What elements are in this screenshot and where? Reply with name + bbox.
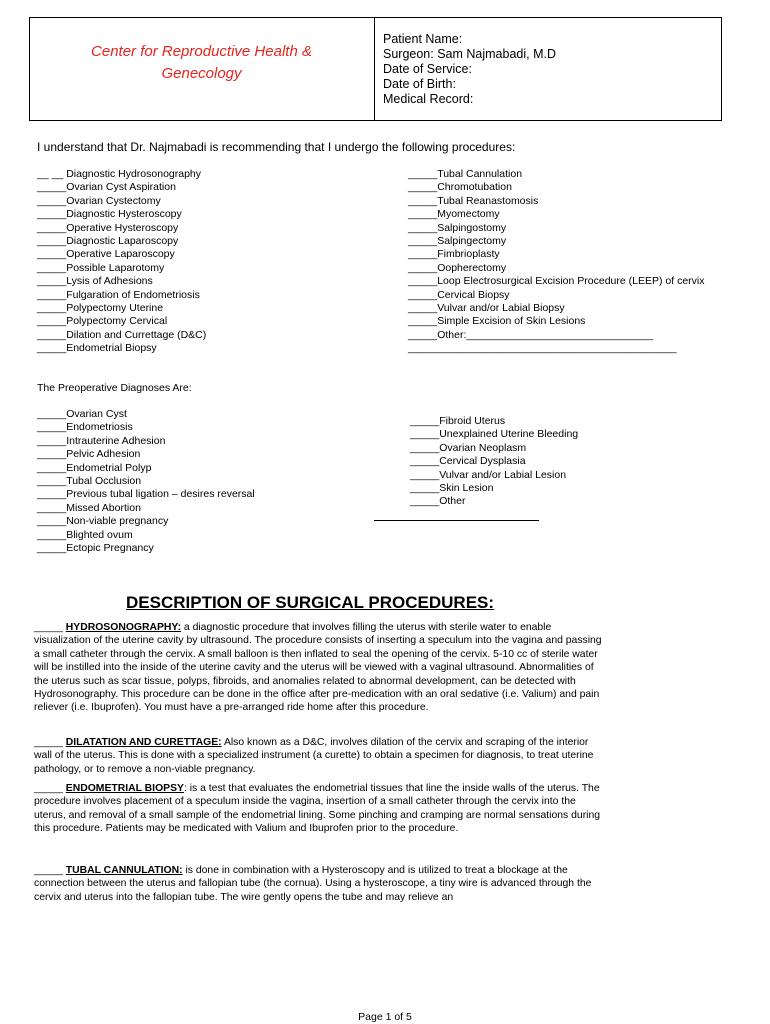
- list-item: _____Ovarian Cyst: [37, 408, 127, 420]
- list-item: _____Dilation and Currettage (D&C): [37, 328, 207, 341]
- diagnoses-left-list: [37, 408, 255, 555]
- list-item: _____Ovarian Cyst Aspiration: [37, 181, 176, 194]
- list-item: _____Tubal Reanastomosis: [408, 194, 539, 207]
- list-item: _____Fibroid Uterus: [410, 415, 506, 427]
- patient-info: [383, 32, 556, 107]
- list-item: _____Possible Laparotomy: [37, 261, 165, 274]
- desc-heading: ENDOMETRIAL BIOPSY: [65, 783, 184, 794]
- check-blank: _____: [34, 865, 66, 876]
- list-item: _____Diagnostic Hysteroscopy: [37, 208, 182, 221]
- list-item: _____Diagnostic Laparoscopy: [37, 235, 179, 248]
- list-item: _____Intrauterine Adhesion: [37, 434, 166, 447]
- check-blank: _____: [34, 737, 66, 748]
- date-of-birth-label: Date of Birth:: [383, 77, 456, 91]
- desc-endometrial-biopsy: [34, 782, 609, 836]
- list-item: _____Vulvar and/or Labial Lesion: [410, 468, 567, 481]
- list-item: _____Missed Abortion: [37, 501, 141, 514]
- list-item: _____Ovarian Cystectomy: [37, 194, 161, 207]
- desc-heading: DILATATION AND CURETTAGE:: [65, 737, 222, 748]
- list-item: _____Polypectomy Uterine: [37, 302, 164, 315]
- clinic-name: Center for Reproductive Health & Genecology: [91, 43, 312, 82]
- list-item: _____Fulgaration of Endometriosis: [37, 288, 200, 301]
- list-item: _____Myomectomy: [408, 208, 500, 221]
- intro-text: I understand that Dr. Najmabadi is recommending that I undergo the following procedures:: [37, 140, 516, 154]
- desc-text: a diagnostic procedure that involves filling the uterus with sterile water to enable visualization of the uterine cavity by ultrasound. The procedure consists of inserting a speculum into the vagina and passing a small catheter through the cervix. A small balloon is then inflated to seal the opening of the cervix. 5-10 cc of sterile water will be instilled into the inside of the uterine cavity and the uterus will be viewed with a vaginal ultrasound. Abnormalities of the uterus such as scar tissue, polyps, fibroids, and anomalies related to abnormal development, can be detected with Hydrosonography. This procedure can be done in the office after pre-medication with an oral sedative (i.e. Valium) and pain reliever (i.e. Ibuprofen). You must have a pre-arranged ride home after this procedure.: [34, 622, 602, 714]
- list-item: _____Simple Excision of Skin Lesions: [408, 315, 586, 328]
- list-item: _____Endometriosis: [37, 421, 133, 434]
- list-item: _____Previous tubal ligation – desires reversal: [37, 488, 255, 501]
- check-blank: _____: [34, 783, 66, 794]
- procedures-left-list: [37, 168, 206, 356]
- desc-heading: HYDROSONOGRAPHY:: [65, 622, 182, 633]
- list-item: _____Cervical Dysplasia: [410, 455, 526, 468]
- list-item: _____Loop Electrosurgical Excision Procedure (LEEP) of cervix: [408, 275, 705, 288]
- list-item: _____Other: [410, 495, 466, 508]
- list-item: _____Oopherectomy: [408, 261, 507, 274]
- header-divider: [374, 17, 375, 121]
- list-item: _____Vulvar and/or Labial Biopsy: [408, 302, 565, 315]
- list-item: _____Fimbrioplasty: [408, 248, 500, 261]
- description-title: DESCRIPTION OF SURGICAL PROCEDURES:: [126, 593, 495, 612]
- list-item: _____Lysis of Adhesions: [37, 275, 153, 288]
- list-item: _____Tubal Cannulation: [408, 168, 523, 180]
- list-item: _____Salpingectomy: [408, 235, 507, 248]
- medical-record-label: Medical Record:: [383, 92, 474, 106]
- list-item: _____Tubal Occlusion: [37, 475, 142, 488]
- list-item: _____Endometrial Biopsy: [37, 342, 157, 355]
- desc-text: Also known as a D&C, involves dilation of the cervix and scraping of the interior wall of the uterus. This is done with a specialized instrument (a curette) to obtain a specimen for diagnosis, to treat uterine pathology, or to remove a non-viable pregnancy.: [34, 737, 594, 775]
- list-item: _____Unexplained Uterine Bleeding: [410, 428, 579, 441]
- list-item: _____Skin Lesion: [410, 482, 494, 495]
- diagnoses-label: The Preoperative Diagnoses Are:: [37, 382, 192, 394]
- desc-heading: TUBAL CANNULATION:: [65, 865, 183, 876]
- other-diagnosis-line: [374, 520, 539, 521]
- date-of-service-label: Date of Service:: [383, 62, 472, 76]
- list-item: _____Operative Hysteroscopy: [37, 221, 179, 234]
- surgeon-label: Surgeon: Sam Najmabadi, M.D: [383, 47, 556, 61]
- desc-text: : is a test that evaluates the endometrial tissues that line the inside walls of the uterus. The procedure involves placement of a speculum inside the vagina, insertion of a small catheter through the cervix into the uterus, and removal of a small sample of the endometrial lining. Some pinching and cramping are normal sensations during this procedure. Patients may be medicated with Valium and Ibuprofen prior to the procedure.: [34, 783, 601, 835]
- list-item: _____Polypectomy Cervical: [37, 315, 168, 328]
- list-item: _____Chromotubation: [408, 181, 512, 194]
- list-item: _____Salpingostomy: [408, 221, 507, 234]
- list-item: _____Cervical Biopsy: [408, 288, 510, 301]
- patient-name-label: Patient Name:: [383, 32, 463, 46]
- list-item: _____Pelvic Adhesion: [37, 448, 141, 461]
- desc-text: is done in combination with a Hysteroscopy and is utilized to treat a blockage at the connection between the uterus and fallopian tube (the cornua). Using a hysteroscope, a tiny wire is advanced through the cervix and uterus into the fallopian tube. The wire gently opens the tube and may relieve an: [34, 865, 592, 903]
- list-item: _____Ectopic Pregnancy: [37, 542, 154, 555]
- procedures-right-list: [408, 168, 704, 356]
- list-item: _____Endometrial Polyp: [37, 461, 152, 474]
- list-item: _____Ovarian Neoplasm: [410, 441, 527, 454]
- desc-dilatation-curettage: [34, 736, 609, 776]
- list-item: _____Blighted ovum: [37, 528, 133, 541]
- list-item: ______________________________________________: [408, 342, 677, 355]
- list-item: _____Operative Laparoscopy: [37, 248, 175, 261]
- desc-hydrosonography: [34, 621, 609, 715]
- check-blank: _____: [34, 622, 66, 633]
- list-item: __ __ Diagnostic Hydrosonography: [37, 168, 202, 180]
- list-item: _____Other:________________________________: [408, 328, 654, 341]
- desc-tubal-cannulation: [34, 864, 609, 904]
- page-number: Page 1 of 5: [358, 1011, 412, 1023]
- diagnoses-right-list: [410, 415, 578, 509]
- list-item: _____Non-viable pregnancy: [37, 515, 169, 528]
